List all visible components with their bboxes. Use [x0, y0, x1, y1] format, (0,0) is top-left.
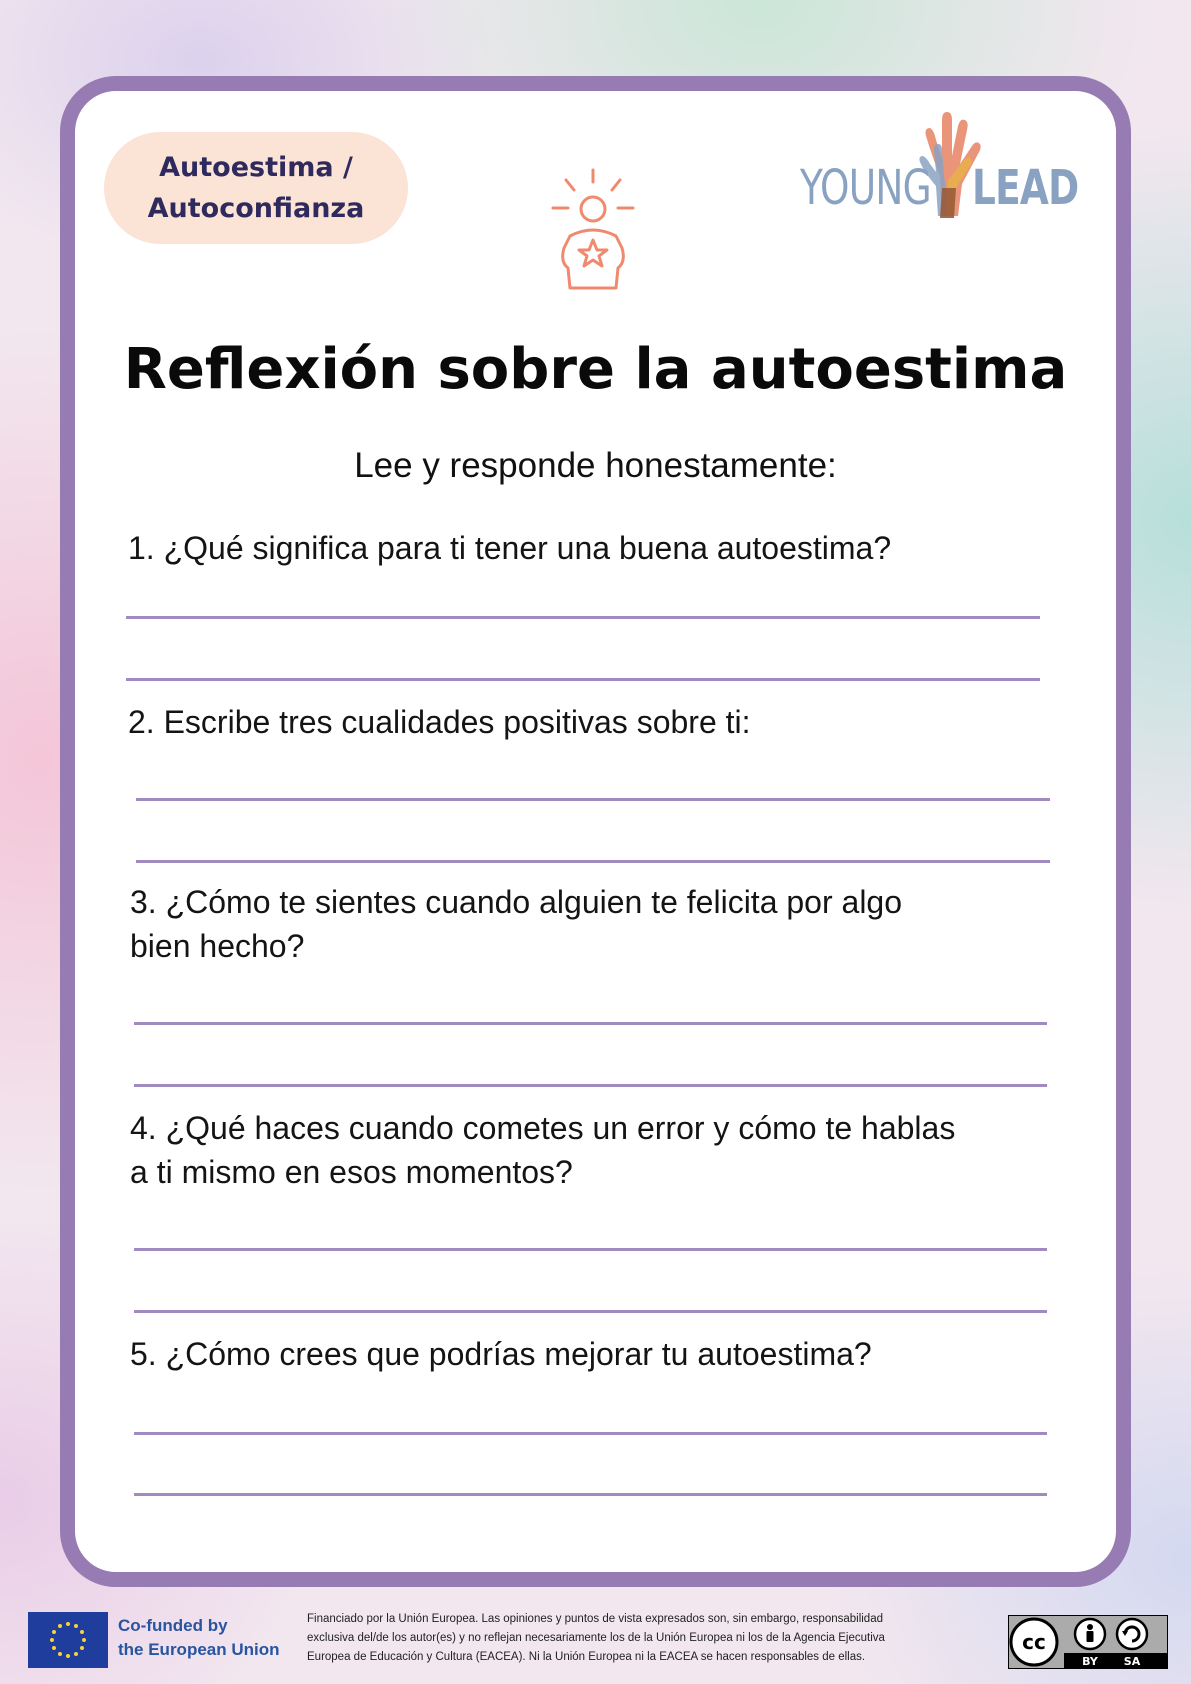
topic-badge-line1: Autoestima /: [159, 152, 353, 183]
logo-text-young: YOUNG: [800, 160, 931, 216]
cc-sa-label: SA: [1123, 1655, 1141, 1668]
answer-line[interactable]: [134, 1248, 1047, 1251]
question-4-line1: 4. ¿Qué haces cuando cometes un error y cómo te hablas: [130, 1110, 956, 1146]
question-5: [130, 1332, 1070, 1376]
eu-text-line2: the European Union: [118, 1640, 280, 1659]
eu-flag-icon: [28, 1612, 108, 1668]
person-star-icon: [548, 166, 638, 292]
cc-by-sa-icon: [1008, 1615, 1168, 1669]
answer-line[interactable]: [134, 1310, 1047, 1313]
cc-by-label: BY: [1082, 1655, 1098, 1668]
eu-cofunded-text: [118, 1614, 308, 1662]
question-3-line2: bien hecho?: [130, 928, 305, 964]
page-subtitle: Lee y responde honestamente:: [354, 446, 837, 485]
young-lead-logo: [800, 106, 1079, 224]
svg-text:cc: cc: [1022, 1630, 1046, 1654]
question-3-line1: 3. ¿Cómo te sientes cuando alguien te felicita por algo: [130, 884, 903, 920]
answer-line[interactable]: [134, 1084, 1047, 1087]
disclaimer-line1: Financiado por la Unión Europea. Las opiniones y puntos de vista expresados son, sin embargo, responsabilidad: [307, 1613, 883, 1625]
question-4: [130, 1106, 1090, 1194]
question-5-line1: 5. ¿Cómo crees que podrías mejorar tu autoestima?: [130, 1336, 872, 1372]
question-2: [128, 700, 1068, 744]
question-2-line1: 2. Escribe tres cualidades positivas sobre ti:: [128, 704, 751, 740]
answer-line[interactable]: [134, 1432, 1047, 1435]
question-1: [128, 526, 1068, 570]
answer-line[interactable]: [134, 1022, 1047, 1025]
disclaimer-line3: Europea de Educación y Cultura (EACEA). Ni la Unión Europea ni la EACEA se hacen responsables de ellas.: [307, 1651, 866, 1663]
funding-disclaimer: [307, 1610, 987, 1667]
answer-line[interactable]: [136, 860, 1050, 863]
question-4-line2: a ti mismo en esos momentos?: [130, 1154, 573, 1190]
question-1-line1: 1. ¿Qué significa para ti tener una buena autoestima?: [128, 530, 892, 566]
disclaimer-line2: exclusiva del/de los autor(es) y no reflejan necesariamente los de la Unión Europea ni los de la Agencia Ejecutiva: [307, 1632, 885, 1644]
topic-badge: [104, 132, 408, 244]
eu-text-line1: Co-funded by: [118, 1616, 228, 1635]
answer-line[interactable]: [136, 798, 1050, 801]
page-title: Reflexión sobre la autoestima: [123, 337, 1068, 402]
question-3: [130, 880, 1070, 968]
answer-line[interactable]: [126, 616, 1040, 619]
topic-badge-line2: Autoconfianza: [147, 193, 365, 224]
answer-line[interactable]: [134, 1493, 1047, 1496]
answer-line[interactable]: [126, 678, 1040, 681]
logo-text-lead: LEAD: [972, 160, 1079, 216]
